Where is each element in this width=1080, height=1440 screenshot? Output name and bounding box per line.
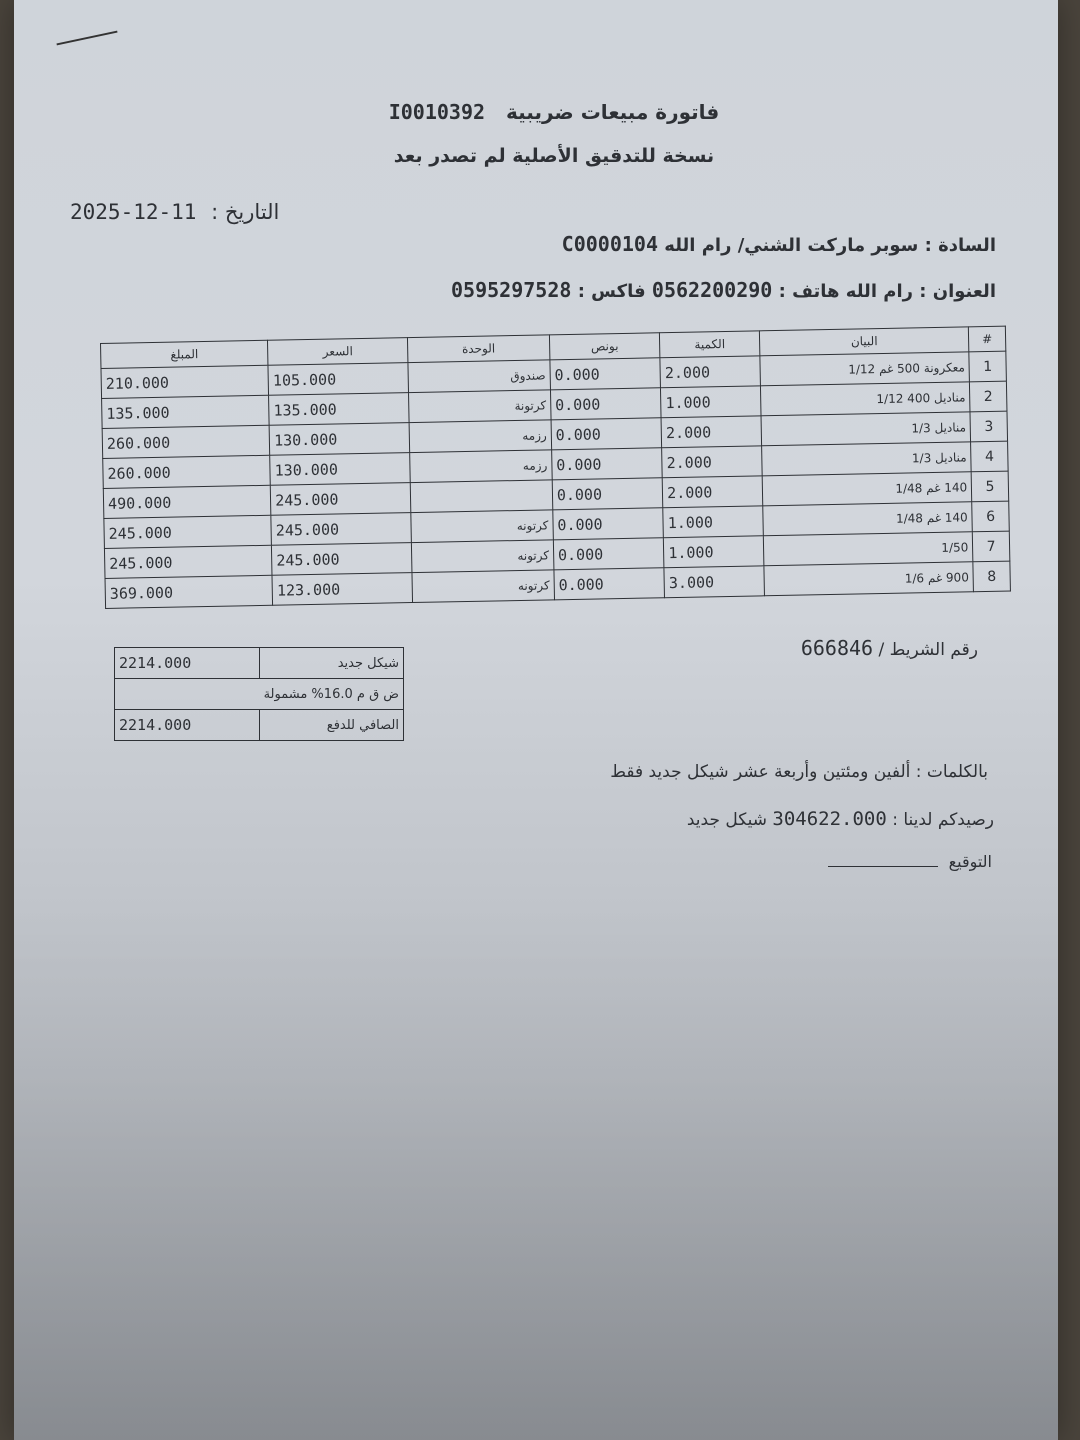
row-bonus: 0.000 (550, 358, 661, 390)
row-quantity: 2.000 (662, 476, 762, 508)
totals-row-vat (115, 679, 404, 710)
amount-in-words (610, 762, 988, 782)
row-amount: 260.000 (102, 425, 270, 458)
reference-line (801, 636, 978, 660)
row-amount: 490.000 (103, 485, 271, 518)
invoice-paper (14, 0, 1058, 1440)
fax-label: فاكس : (577, 281, 646, 302)
address-label: العنوان : (919, 281, 996, 302)
row-amount: 245.000 (104, 515, 272, 548)
row-index: 2 (970, 381, 1007, 412)
row-bonus: 0.000 (554, 568, 665, 600)
header-description: البيان (759, 327, 969, 356)
invoice-title (354, 100, 754, 124)
header-quantity: الكمية (660, 331, 760, 358)
row-quantity: 1.000 (661, 386, 761, 418)
row-quantity: 2.000 (662, 446, 762, 478)
header-index: # (969, 326, 1006, 352)
net-label: الصافي للدفع (259, 710, 403, 741)
signature-blank (828, 866, 938, 867)
balance-label: رصيدكم لدينا : (892, 810, 994, 830)
row-description: 140 غم 1/48 (763, 502, 973, 536)
vat-label: ض ق م 16.0% مشمولة (115, 679, 404, 710)
row-unit: صندوق (408, 360, 550, 393)
row-price: 245.000 (272, 543, 412, 576)
row-amount: 210.000 (101, 365, 269, 398)
reference-value: 666846 (800, 636, 874, 660)
customer-label: السادة : (924, 235, 996, 256)
customer-code: C0000104 (561, 232, 658, 256)
customer-line (562, 232, 996, 256)
amount-words-label: بالكلمات : (915, 762, 988, 782)
phone-value: 0562200290 (651, 278, 773, 302)
row-price: 245.000 (271, 513, 411, 546)
row-index: 5 (971, 471, 1008, 502)
row-bonus: 0.000 (553, 538, 664, 570)
row-price: 130.000 (269, 423, 409, 456)
totals-row-net (115, 710, 404, 741)
row-quantity: 2.000 (660, 356, 760, 388)
row-index: 8 (973, 561, 1010, 592)
row-index: 6 (972, 501, 1009, 532)
totals-row-subtotal (115, 648, 404, 679)
header-bonus: بونص (549, 333, 660, 360)
invoice-title-text: فاتورة مبيعات ضريبية (506, 100, 720, 124)
date-label: التاريخ : (211, 200, 280, 224)
row-description: مناديل 1/3 (761, 412, 971, 446)
items-table (100, 326, 1011, 609)
invoice-subtitle: نسخة للتدقيق الأصلية لم تصدر بعد (393, 145, 715, 167)
row-description: معكرونة 500 غم 1/12 (760, 352, 970, 386)
net-value: 2214.000 (115, 710, 260, 741)
header-amount: المبلغ (101, 340, 269, 368)
row-index: 4 (971, 441, 1008, 472)
row-unit: كرتونه (412, 570, 554, 603)
row-quantity: 3.000 (664, 566, 764, 598)
subtotal-value: 2214.000 (115, 648, 260, 679)
address-line (451, 278, 996, 302)
row-bonus: 0.000 (551, 418, 662, 450)
row-unit: كرتونه (411, 510, 553, 543)
row-amount: 135.000 (102, 395, 270, 428)
subtotal-label: شيكل جديد (259, 648, 403, 679)
row-bonus: 0.000 (550, 388, 661, 420)
invoice-date (70, 200, 279, 224)
row-index: 7 (973, 531, 1010, 562)
row-amount: 245.000 (104, 545, 272, 578)
customer-name: سوبر ماركت الشني/ رام الله (664, 235, 919, 256)
row-description: 1/50 (763, 532, 973, 566)
row-description: مناديل 1/3 (762, 442, 972, 476)
row-description: مناديل 400 1/12 (761, 382, 971, 416)
balance-value: 304622.000 (772, 808, 887, 830)
balance-line (687, 808, 994, 830)
row-price: 105.000 (268, 363, 408, 396)
row-description: 140 غم 1/48 (762, 472, 972, 506)
row-bonus: 0.000 (552, 478, 663, 510)
header-unit: الوحدة (407, 335, 549, 363)
row-bonus: 0.000 (551, 448, 662, 480)
row-quantity: 1.000 (664, 536, 764, 568)
row-amount: 260.000 (103, 455, 271, 488)
row-amount: 369.000 (105, 575, 273, 608)
row-unit: رزمه (410, 450, 552, 483)
row-price: 123.000 (272, 573, 412, 606)
row-index: 1 (969, 351, 1006, 382)
invoice-number: I0010392 (388, 100, 486, 124)
row-unit: كرتونه (411, 540, 553, 573)
signature-line (828, 852, 993, 871)
phone-label: هاتف : (778, 281, 840, 302)
reference-label: رقم الشريط / (878, 640, 978, 660)
fax-value: 0595297528 (451, 278, 572, 302)
row-unit (410, 480, 552, 513)
date-value: 2025-12-11 (70, 200, 197, 224)
row-index: 3 (970, 411, 1007, 442)
row-unit: رزمه (409, 420, 551, 453)
balance-currency: شيكل جديد (686, 810, 767, 830)
pen-mark (56, 31, 117, 46)
row-price: 135.000 (269, 393, 409, 426)
row-unit: كرتونة (408, 390, 550, 423)
row-bonus: 0.000 (553, 508, 664, 540)
address-city: رام الله (845, 281, 913, 302)
row-price: 245.000 (270, 483, 410, 516)
row-quantity: 2.000 (661, 416, 761, 448)
amount-words-text: ألفين ومئتين وأربعة عشر شيكل جديد فقط (610, 762, 911, 782)
row-quantity: 1.000 (663, 506, 763, 538)
header-price: السعر (268, 338, 408, 366)
row-description: 900 غم 1/6 (764, 562, 974, 596)
row-price: 130.000 (270, 453, 410, 486)
signature-label: التوقيع (948, 852, 992, 871)
paper-shadow (14, 900, 1058, 1440)
totals-table (114, 647, 404, 741)
